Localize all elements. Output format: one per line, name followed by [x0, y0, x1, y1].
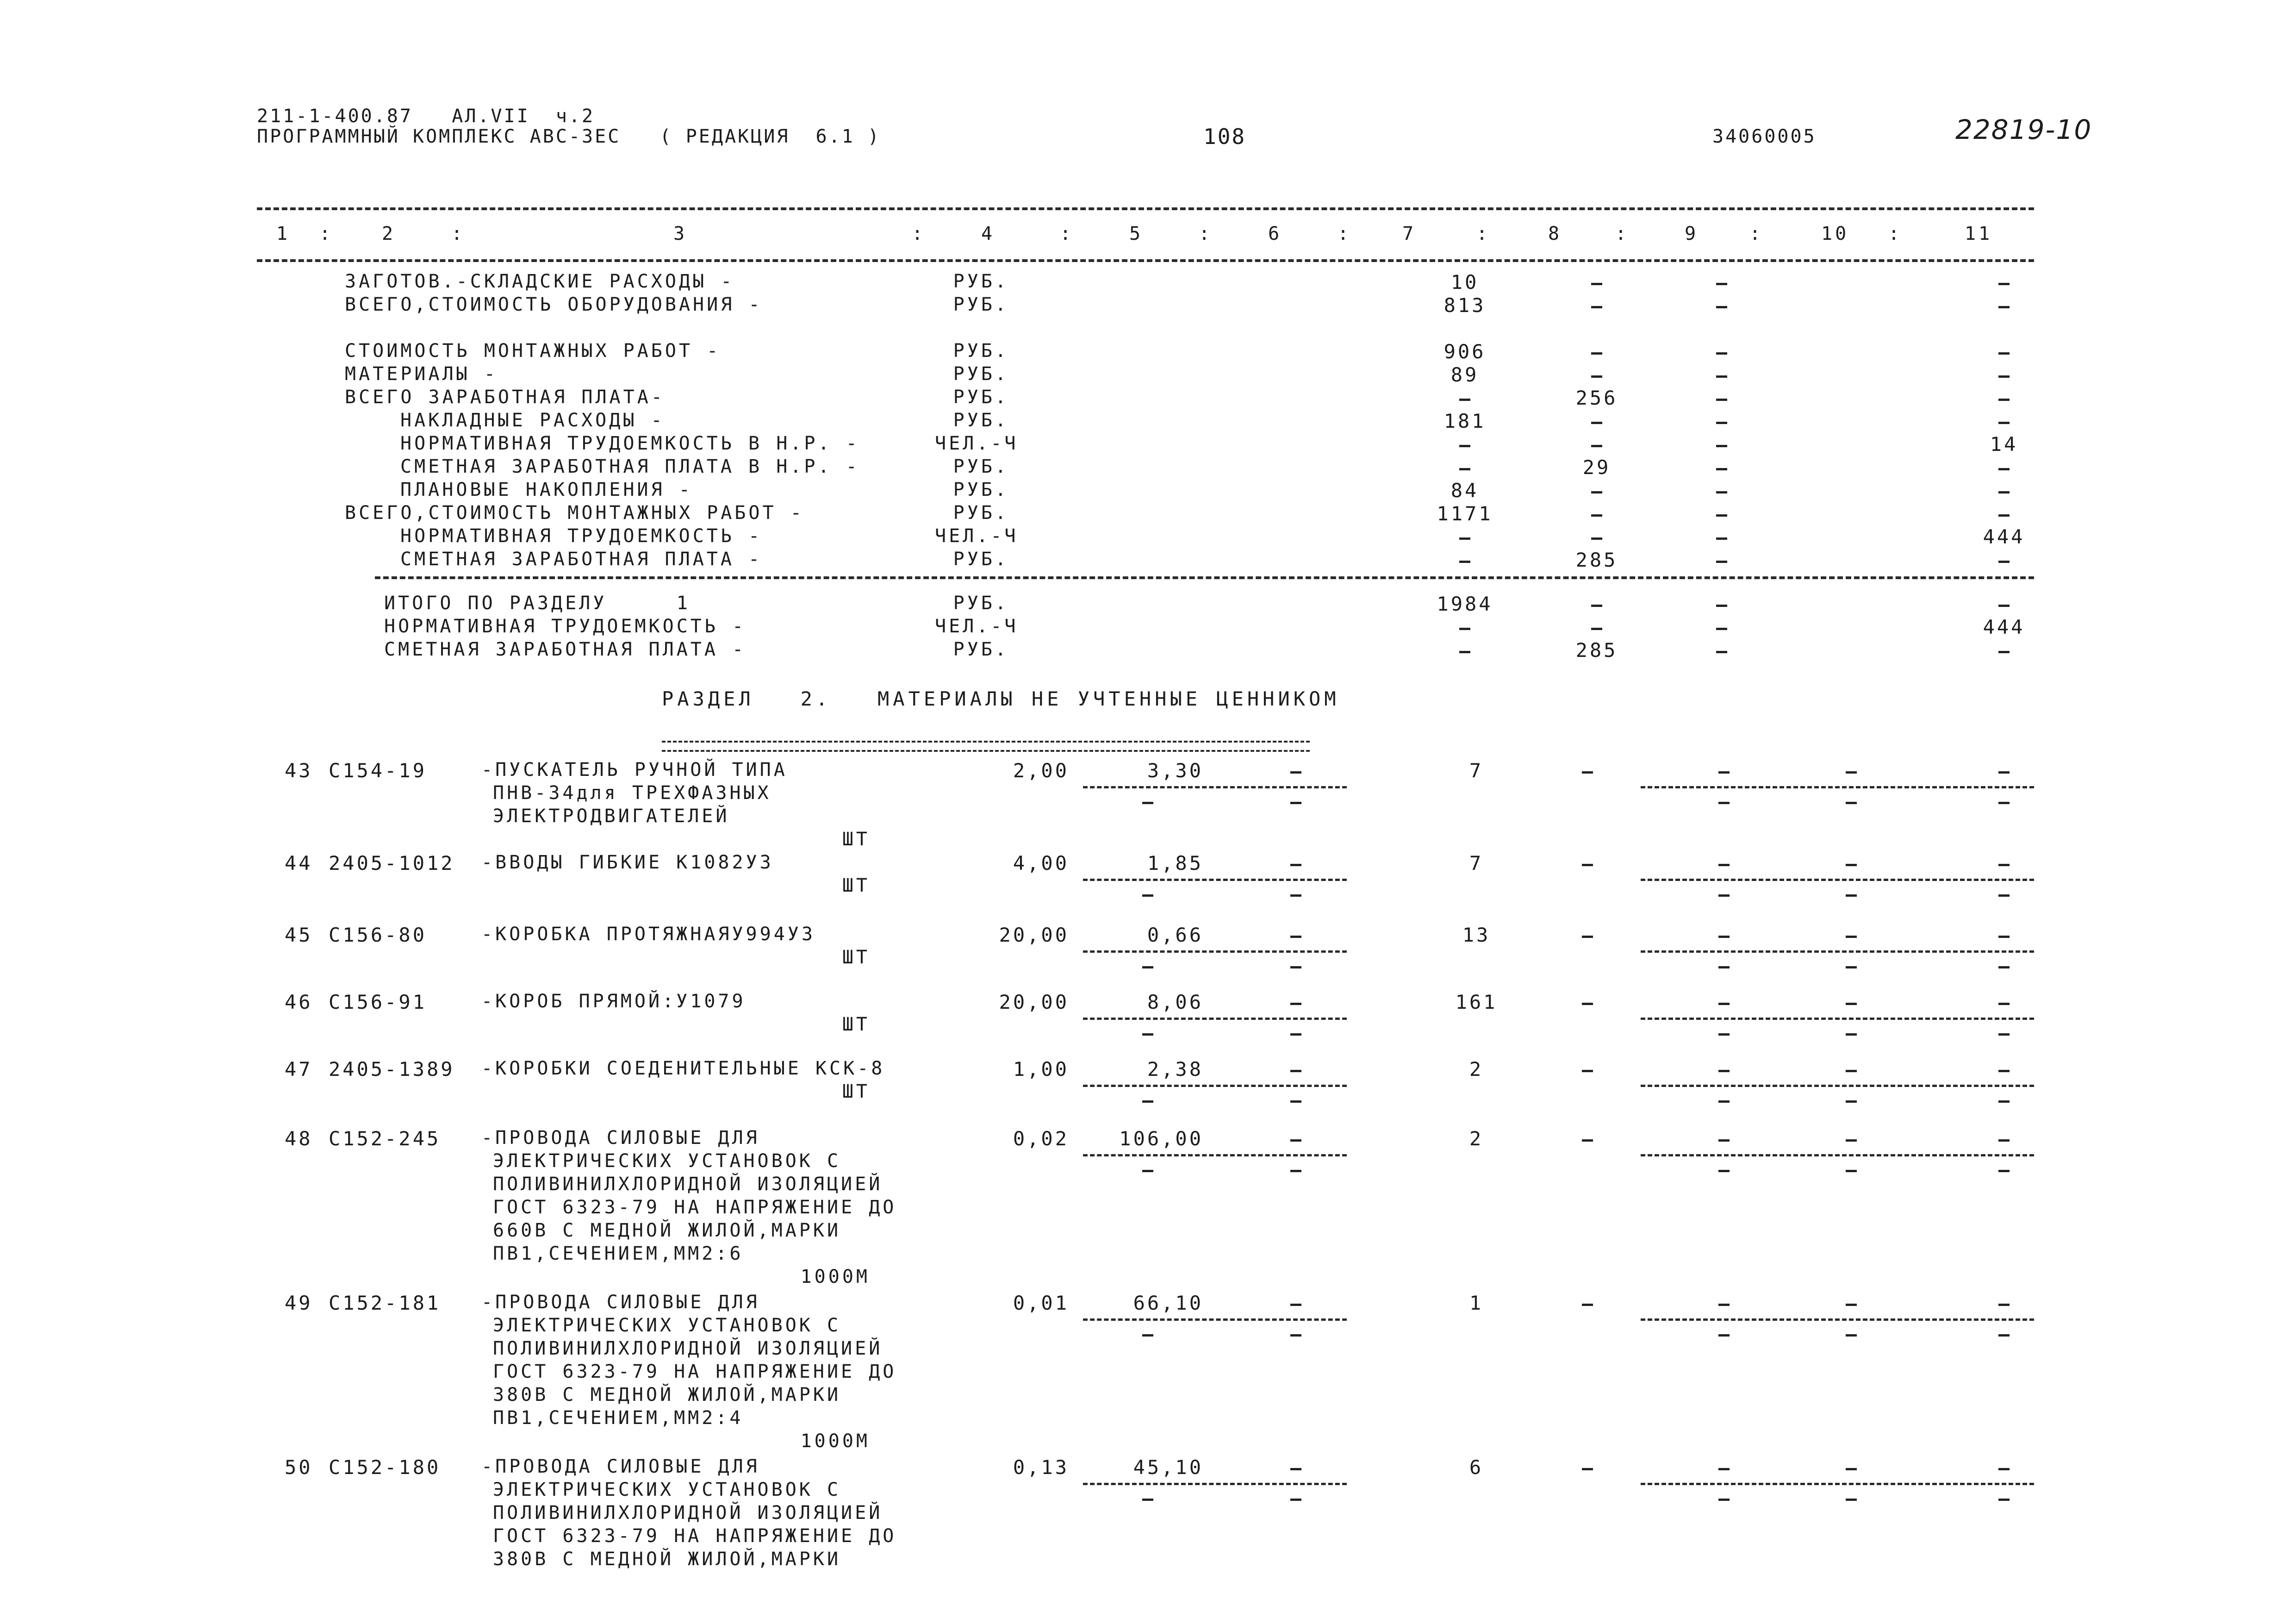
summary-col8 — [1591, 375, 1602, 378]
total-col7 — [1459, 651, 1470, 653]
subtotal-rule — [1083, 786, 1347, 788]
item-col10 — [1846, 864, 1857, 866]
subtotal-dash — [1998, 1033, 2010, 1036]
summary-unit: РУБ. — [953, 294, 1009, 315]
item-number: 49 — [285, 1292, 313, 1314]
item-unit: ШТ — [842, 875, 870, 896]
subtotal-dash — [1718, 1033, 1730, 1036]
program-title: ПРОГРАММНЫЙ КОМПЛЕКС АВС-3ЕС ( РЕДАКЦИЯ 6.1 ) — [257, 126, 881, 147]
item-quantity: 1,00 — [1013, 1058, 1069, 1081]
column-separator: : — [1749, 223, 1764, 244]
item-code: С156-80 — [329, 924, 427, 946]
summary-col7 — [1459, 537, 1470, 540]
item-col10 — [1846, 771, 1857, 774]
column-header-6: 6 — [1268, 223, 1282, 244]
subtotal-dash — [1846, 1334, 1857, 1337]
subtotal-dash — [1290, 1033, 1301, 1036]
subtotal-dash — [1998, 966, 2010, 968]
summary-col11 — [1998, 283, 2010, 285]
item-quantity: 2,00 — [1013, 759, 1069, 782]
summary-col8 — [1591, 491, 1602, 493]
item-col9 — [1718, 1003, 1730, 1005]
item-col7: 6 — [1469, 1456, 1484, 1479]
item-col6 — [1290, 771, 1301, 774]
item-quantity: 0,02 — [1013, 1127, 1069, 1150]
total-col7 — [1459, 628, 1470, 630]
item-number: 46 — [285, 991, 313, 1013]
item-unit: 1000М — [800, 1266, 870, 1287]
header-rule-top — [257, 207, 2034, 210]
item-col11 — [1998, 864, 2010, 866]
total-col11 — [1998, 605, 2010, 607]
column-separator: : — [451, 223, 466, 244]
subtotal-dash — [1142, 1033, 1153, 1036]
subtotal-dash — [1846, 1499, 1857, 1501]
item-price: 45,10 — [1133, 1456, 1203, 1479]
item-code: 2405-1012 — [329, 852, 455, 874]
item-code: С154-19 — [329, 759, 427, 782]
column-separator: : — [319, 223, 334, 244]
subtotal-dash — [1998, 894, 2010, 897]
subtotal-dash — [1290, 1100, 1301, 1103]
summary-unit: РУБ. — [953, 363, 1009, 385]
subtotal-dash — [1142, 966, 1153, 968]
subtotal-rule — [1641, 879, 2034, 881]
item-col6 — [1290, 1468, 1301, 1470]
item-price: 0,66 — [1147, 924, 1203, 946]
total-col8 — [1591, 628, 1602, 630]
subtotal-dash — [1290, 1170, 1301, 1172]
section-title: РАЗДЕЛ 2. МАТЕРИАЛЫ НЕ УЧТЕННЫЕ ЦЕННИКОМ — [662, 687, 1340, 710]
summary-col8: 256 — [1575, 387, 1618, 409]
total-col7: 1984 — [1437, 593, 1493, 615]
summary-col11 — [1998, 422, 2010, 424]
summary-col7: 10 — [1450, 271, 1479, 294]
item-name-line: ЭЛЕКТРИЧЕСКИХ УСТАНОВОК С — [493, 1479, 841, 1500]
column-header-3: 3 — [673, 223, 688, 244]
item-col7: 2 — [1469, 1127, 1484, 1150]
summary-col9 — [1716, 422, 1727, 424]
item-col6 — [1290, 1139, 1301, 1142]
summary-col7 — [1459, 468, 1470, 470]
subtotal-dash — [1846, 1100, 1857, 1103]
item-col9 — [1718, 771, 1730, 774]
item-col7: 2 — [1469, 1058, 1484, 1081]
summary-col8 — [1591, 283, 1602, 285]
item-name-line: -ПРОВОДА СИЛОВЫЕ ДЛЯ — [481, 1127, 760, 1149]
subtotal-dash — [1142, 1100, 1153, 1103]
item-col11 — [1998, 1304, 2010, 1306]
summary-label: СМЕТНАЯ ЗАРАБОТНАЯ ПЛАТА - — [400, 549, 763, 570]
summary-label: НАКЛАДНЫЕ РАСХОДЫ - — [400, 410, 665, 431]
item-number: 50 — [285, 1456, 313, 1479]
summary-unit: ЧЕЛ.-Ч — [935, 525, 1019, 547]
column-separator: : — [912, 223, 926, 244]
subtotal-dash — [1846, 894, 1857, 897]
item-quantity: 0,13 — [1013, 1456, 1069, 1479]
summary-label: ПЛАНОВЫЕ НАКОПЛЕНИЯ - — [400, 479, 693, 500]
summary-unit: ЧЕЛ.-Ч — [935, 433, 1019, 454]
summary-col9 — [1716, 468, 1727, 470]
subtotal-dash — [1718, 1499, 1730, 1501]
subtotal-dash — [1998, 1334, 2010, 1337]
item-name-line: ПОЛИВИНИЛХЛОРИДНОЙ ИЗОЛЯЦИЕЙ — [493, 1338, 883, 1359]
item-unit: 1000М — [800, 1430, 870, 1452]
item-code: 2405-1389 — [329, 1058, 455, 1081]
column-header-8: 8 — [1548, 223, 1562, 244]
summary-col11 — [1998, 491, 2010, 493]
subtotal-dash — [1846, 966, 1857, 968]
item-col6 — [1290, 936, 1301, 938]
summary-col9 — [1716, 561, 1727, 563]
column-header-7: 7 — [1402, 223, 1417, 244]
item-name-line: -ПУСКАТЕЛЬ РУЧНОЙ ТИПА — [481, 759, 788, 781]
item-name-line: 660В С МЕДНОЙ ЖИЛОЙ,МАРКИ — [493, 1220, 841, 1241]
item-col7: 161 — [1455, 991, 1498, 1013]
item-col8 — [1582, 1139, 1593, 1142]
item-name-line: ГОСТ 6323-79 НА НАПРЯЖЕНИЕ ДО — [493, 1361, 897, 1382]
subtotal-dash — [1998, 1499, 2010, 1501]
total-col9 — [1716, 651, 1727, 653]
column-separator: : — [1060, 223, 1074, 244]
summary-col11 — [1998, 561, 2010, 563]
summary-col8 — [1591, 422, 1602, 424]
item-price: 2,38 — [1147, 1058, 1203, 1081]
item-quantity: 0,01 — [1013, 1292, 1069, 1314]
item-col6 — [1290, 1304, 1301, 1306]
subtotal-dash — [1290, 802, 1301, 804]
item-name-line: ПВ1,СЕЧЕНИЕМ,ММ2:4 — [493, 1407, 744, 1429]
summary-col11 — [1998, 399, 2010, 401]
subtotal-dash — [1142, 894, 1153, 897]
code-number: 34060005 — [1712, 126, 1817, 147]
item-col9 — [1718, 936, 1730, 938]
item-code: С152-181 — [329, 1292, 441, 1314]
item-unit: ШТ — [842, 1014, 870, 1035]
summary-label: СТОИМОСТЬ МОНТАЖНЫХ РАБОТ - — [345, 340, 721, 362]
item-col10 — [1846, 1139, 1857, 1142]
summary-unit: РУБ. — [953, 410, 1009, 431]
item-col7: 7 — [1469, 759, 1484, 782]
column-separator: : — [1338, 223, 1352, 244]
subtotal-dash — [1718, 1170, 1730, 1172]
item-price: 106,00 — [1119, 1127, 1203, 1150]
item-number: 48 — [285, 1127, 313, 1150]
item-number: 45 — [285, 924, 313, 946]
summary-unit: РУБ. — [953, 502, 1009, 524]
subtotal-rule — [1641, 950, 2034, 953]
item-name-line: ЭЛЕКТРИЧЕСКИХ УСТАНОВОК С — [493, 1315, 841, 1336]
subtotal-dash — [1998, 1100, 2010, 1103]
item-code: С156-91 — [329, 991, 427, 1013]
summary-label: ЗАГОТОВ.-СКЛАДСКИЕ РАСХОДЫ - — [345, 271, 735, 292]
summary-col9 — [1716, 283, 1727, 285]
summary-col7 — [1459, 561, 1470, 563]
item-col9 — [1718, 864, 1730, 866]
column-header-4: 4 — [981, 223, 996, 244]
summary-col8 — [1591, 445, 1602, 447]
total-unit: РУБ. — [953, 639, 1009, 660]
total-label: НОРМАТИВНАЯ ТРУДОЕМКОСТЬ - — [384, 616, 747, 637]
item-name-line: ЭЛЕКТРИЧЕСКИХ УСТАНОВОК С — [493, 1150, 841, 1172]
item-price: 8,06 — [1147, 991, 1203, 1013]
subtotal-rule — [1641, 1085, 2034, 1087]
subtotal-dash — [1290, 1334, 1301, 1337]
item-number: 44 — [285, 852, 313, 874]
total-col9 — [1716, 605, 1727, 607]
summary-col7 — [1459, 399, 1470, 401]
item-name-line: -КОРОБКИ СОЕДЕНИТЕЛЬНЫЕ КСК-8 — [481, 1058, 885, 1079]
summary-col9 — [1716, 491, 1727, 493]
total-col9 — [1716, 628, 1727, 630]
summary-col7: 84 — [1450, 479, 1479, 502]
summary-col11 — [1998, 514, 2010, 517]
summary-col8 — [1591, 537, 1602, 540]
item-col11 — [1998, 1070, 2010, 1072]
item-col10 — [1846, 1468, 1857, 1470]
total-label: ИТОГО ПО РАЗДЕЛУ 1 — [384, 593, 691, 614]
item-col7: 1 — [1469, 1292, 1484, 1314]
item-col11 — [1998, 1468, 2010, 1470]
subtotal-rule — [1083, 1085, 1347, 1087]
item-name-line: ГОСТ 6323-79 НА НАПРЯЖЕНИЕ ДО — [493, 1525, 897, 1547]
summary-col8 — [1591, 514, 1602, 517]
item-col10 — [1846, 1003, 1857, 1005]
doc-series: 211-1-400.87 АЛ.VII ч.2 — [257, 106, 595, 127]
item-col10 — [1846, 936, 1857, 938]
item-name-line: ПВ1,СЕЧЕНИЕМ,ММ2:6 — [493, 1243, 744, 1264]
item-col11 — [1998, 936, 2010, 938]
item-name-line: ГОСТ 6323-79 НА НАПРЯЖЕНИЕ ДО — [493, 1197, 897, 1218]
summary-col11: 444 — [1983, 525, 2025, 548]
item-col8 — [1582, 1003, 1593, 1005]
column-header-10: 10 — [1821, 223, 1849, 244]
subtotal-dash — [1142, 1334, 1153, 1337]
subtotal-rule — [1083, 879, 1347, 881]
item-col9 — [1718, 1304, 1730, 1306]
item-col8 — [1582, 1304, 1593, 1306]
document-number: 22819-10 — [1955, 114, 2092, 145]
summary-col9 — [1716, 352, 1727, 355]
summary-col9 — [1716, 514, 1727, 517]
item-unit: ШТ — [842, 1081, 870, 1102]
summary-unit: РУБ. — [953, 387, 1009, 408]
item-col8 — [1582, 771, 1593, 774]
item-col11 — [1998, 771, 2010, 774]
subtotal-dash — [1290, 966, 1301, 968]
subtotal-rule — [1641, 1154, 2034, 1156]
item-name-line: -КОРОБКА ПРОТЯЖНАЯУ994У3 — [481, 924, 815, 945]
summary-col9 — [1716, 375, 1727, 378]
subtotal-rule — [1083, 1154, 1347, 1156]
item-name-line: -ПРОВОДА СИЛОВЫЕ ДЛЯ — [481, 1456, 760, 1477]
summary-label: ВСЕГО,СТОИМОСТЬ ОБОРУДОВАНИЯ - — [345, 294, 763, 315]
item-name-line: 380В С МЕДНОЙ ЖИЛОЙ,МАРКИ — [493, 1549, 841, 1570]
summary-col8 — [1591, 306, 1602, 308]
summary-unit: РУБ. — [953, 456, 1009, 477]
subtotal-rule — [1083, 1483, 1347, 1485]
column-header-5: 5 — [1129, 223, 1144, 244]
summary-label: СМЕТНАЯ ЗАРАБОТНАЯ ПЛАТА В Н.Р. - — [400, 456, 860, 477]
subtotal-dash — [1846, 1033, 1857, 1036]
section-double-rule — [662, 741, 1310, 752]
header-rule-bottom — [257, 259, 2034, 262]
summary-unit: РУБ. — [953, 271, 1009, 292]
subtotal-rule — [1641, 1318, 2034, 1321]
subtotal-dash — [1142, 1499, 1153, 1501]
subtotal-rule — [1083, 1018, 1347, 1020]
summary-col9 — [1716, 537, 1727, 540]
item-code: С152-180 — [329, 1456, 441, 1479]
item-number: 43 — [285, 759, 313, 782]
subtotal-dash — [1718, 1334, 1730, 1337]
summary-col7: 813 — [1444, 294, 1486, 317]
item-col9 — [1718, 1070, 1730, 1072]
subtotal-dash — [1142, 1170, 1153, 1172]
column-separator: : — [1199, 223, 1213, 244]
summary-label: ВСЕГО ЗАРАБОТНАЯ ПЛАТА- — [345, 387, 665, 408]
subtotal-dash — [1142, 802, 1153, 804]
item-name-line: ПНВ-34для ТРЕХФАЗНЫХ — [493, 782, 772, 804]
summary-label: НОРМАТИВНАЯ ТРУДОЕМКОСТЬ В Н.Р. - — [400, 433, 860, 454]
summary-col7: 89 — [1450, 363, 1479, 386]
summary-col11 — [1998, 375, 2010, 378]
item-col6 — [1290, 1003, 1301, 1005]
item-name-line: ПОЛИВИНИЛХЛОРИДНОЙ ИЗОЛЯЦИЕЙ — [493, 1174, 883, 1195]
summary-unit: РУБ. — [953, 340, 1009, 362]
item-unit: ШТ — [842, 829, 870, 850]
item-name-line: -КОРОБ ПРЯМОЙ:У1079 — [481, 991, 746, 1012]
total-col11: 444 — [1983, 616, 2025, 638]
item-col10 — [1846, 1304, 1857, 1306]
item-price: 66,10 — [1133, 1292, 1203, 1314]
item-quantity: 4,00 — [1013, 852, 1069, 874]
item-name-line: -ВВОДЫ ГИБКИЕ К1082У3 — [481, 852, 774, 873]
summary-col11: 14 — [1990, 433, 2018, 456]
item-col6 — [1290, 1070, 1301, 1072]
summary-rule — [375, 576, 2034, 579]
item-col9 — [1718, 1139, 1730, 1142]
total-unit: ЧЕЛ.-Ч — [935, 616, 1019, 637]
summary-col11 — [1998, 468, 2010, 470]
summary-label: ВСЕГО,СТОИМОСТЬ МОНТАЖНЫХ РАБОТ - — [345, 502, 804, 524]
item-name-line: -ПРОВОДА СИЛОВЫЕ ДЛЯ — [481, 1292, 760, 1313]
item-col8 — [1582, 936, 1593, 938]
item-col11 — [1998, 1139, 2010, 1142]
subtotal-dash — [1290, 1499, 1301, 1501]
subtotal-dash — [1718, 1100, 1730, 1103]
subtotal-dash — [1998, 1170, 2010, 1172]
item-col11 — [1998, 1003, 2010, 1005]
summary-label: НОРМАТИВНАЯ ТРУДОЕМКОСТЬ - — [400, 525, 763, 547]
item-col9 — [1718, 1468, 1730, 1470]
summary-unit: РУБ. — [953, 479, 1009, 500]
column-header-9: 9 — [1684, 223, 1699, 244]
summary-col8: 285 — [1575, 549, 1618, 571]
subtotal-dash — [1998, 802, 2010, 804]
column-separator: : — [1888, 223, 1903, 244]
item-unit: ШТ — [842, 947, 870, 968]
subtotal-dash — [1846, 1170, 1857, 1172]
subtotal-rule — [1641, 1483, 2034, 1485]
subtotal-rule — [1083, 1318, 1347, 1321]
total-label: СМЕТНАЯ ЗАРАБОТНАЯ ПЛАТА - — [384, 639, 747, 660]
subtotal-rule — [1641, 786, 2034, 788]
summary-label: МАТЕРИАЛЫ - — [345, 363, 498, 385]
summary-col7 — [1459, 445, 1470, 447]
item-price: 1,85 — [1147, 852, 1203, 874]
column-header-11: 11 — [1965, 223, 1993, 244]
summary-col7: 181 — [1444, 410, 1486, 432]
item-code: С152-245 — [329, 1127, 441, 1150]
summary-col9 — [1716, 445, 1727, 447]
item-quantity: 20,00 — [999, 924, 1069, 946]
item-name-line: ПОЛИВИНИЛХЛОРИДНОЙ ИЗОЛЯЦИЕЙ — [493, 1502, 883, 1524]
total-col8: 285 — [1575, 639, 1618, 662]
column-header-1: 1 — [276, 223, 291, 244]
summary-col8: 29 — [1582, 456, 1611, 479]
item-col8 — [1582, 864, 1593, 866]
column-separator: : — [1476, 223, 1491, 244]
item-col8 — [1582, 1070, 1593, 1072]
page-number: 108 — [1203, 124, 1246, 149]
subtotal-dash — [1846, 802, 1857, 804]
subtotal-dash — [1718, 802, 1730, 804]
summary-unit: РУБ. — [953, 549, 1009, 570]
column-header-2: 2 — [381, 223, 396, 244]
item-quantity: 20,00 — [999, 991, 1069, 1013]
item-col7: 13 — [1462, 924, 1491, 946]
summary-col11 — [1998, 306, 2010, 308]
subtotal-dash — [1290, 894, 1301, 897]
subtotal-rule — [1083, 950, 1347, 953]
subtotal-dash — [1718, 894, 1730, 897]
item-name-line: ЭЛЕКТРОДВИГАТЕЛЕЙ — [493, 806, 730, 827]
total-unit: РУБ. — [953, 593, 1009, 614]
summary-col9 — [1716, 306, 1727, 308]
summary-col9 — [1716, 399, 1727, 401]
subtotal-rule — [1641, 1018, 2034, 1020]
summary-col7: 906 — [1444, 340, 1486, 363]
item-col6 — [1290, 864, 1301, 866]
column-separator: : — [1615, 223, 1630, 244]
total-col11 — [1998, 651, 2010, 653]
item-col8 — [1582, 1468, 1593, 1470]
summary-col7: 1171 — [1437, 502, 1493, 525]
subtotal-dash — [1718, 966, 1730, 968]
total-col8 — [1591, 605, 1602, 607]
item-col7: 7 — [1469, 852, 1484, 874]
summary-col11 — [1998, 352, 2010, 355]
item-col10 — [1846, 1070, 1857, 1072]
summary-col8 — [1591, 352, 1602, 355]
item-price: 3,30 — [1147, 759, 1203, 782]
item-number: 47 — [285, 1058, 313, 1081]
item-name-line: 380В С МЕДНОЙ ЖИЛОЙ,МАРКИ — [493, 1384, 841, 1405]
